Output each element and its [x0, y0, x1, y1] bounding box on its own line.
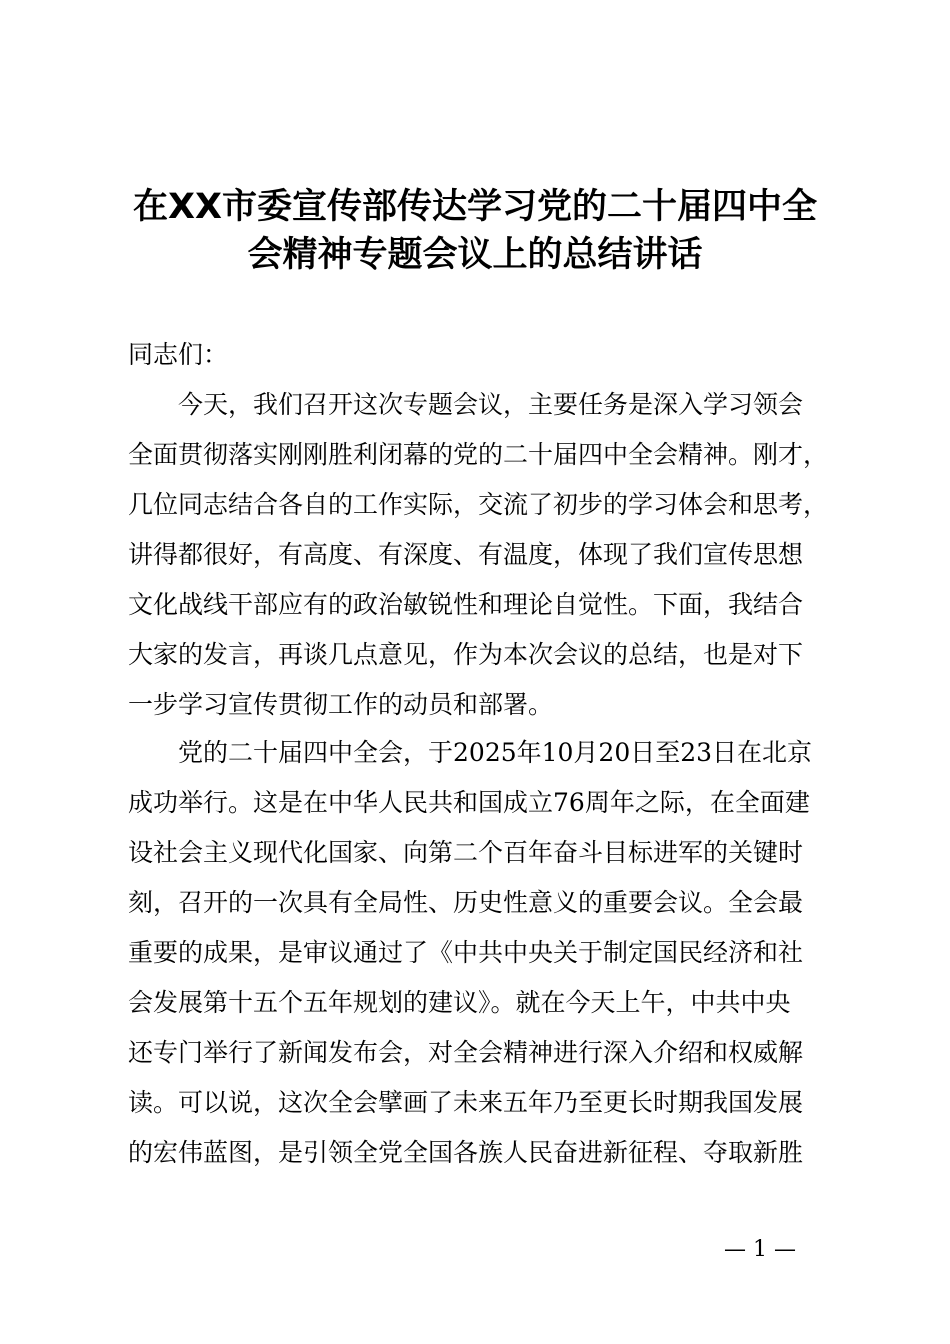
paragraph-line: 今天，我们召开这次专题会议，主要任务是深入学习领会 — [178, 390, 804, 419]
paragraph-line: 全面贯彻落实刚刚胜利闭幕的党的二十届四中全会精神。刚才， — [128, 440, 829, 469]
paragraph-line: 文化战线干部应有的政治敏锐性和理论自觉性。下面，我结合 — [128, 590, 804, 619]
paragraph-line: 读。可以说，这次全会擘画了未来五年乃至更长时期我国发展 — [128, 1088, 804, 1117]
paragraph-line: 几位同志结合各自的工作实际，交流了初步的学习体会和思考， — [128, 490, 829, 519]
paragraph-line: 的宏伟蓝图，是引领全党全国各族人民奋进新征程、夺取新胜 — [128, 1138, 804, 1167]
paragraph-line: 重要的成果，是审议通过了《中共中央关于制定国民经济和社 — [128, 938, 804, 967]
paragraph-line: 设社会主义现代化国家、向第二个百年奋斗目标进军的关键时 — [128, 838, 804, 867]
salutation: 同志们： — [128, 340, 229, 369]
paragraph-line: 刻，召开的一次具有全局性、历史性意义的重要会议。全会最 — [128, 888, 804, 917]
paragraph-line: 成功举行。这是在中华人民共和国成立76周年之际，在全面建 — [128, 788, 810, 817]
paragraph-line: 党的二十届四中全会，于2025年10月20日至23日在北京 — [178, 738, 813, 767]
paragraph-line: 会发展第十五个五年规划的建议》。就在今天上午，中共中央 — [128, 988, 791, 1017]
paragraph-line: 讲得都很好，有高度、有深度、有温度，体现了我们宣传思想 — [128, 540, 804, 569]
paragraph-line: 一步学习宣传贯彻工作的动员和部署。 — [128, 690, 554, 719]
page-number: — 1 — — [724, 1237, 796, 1262]
title-line-2: 会精神专题会议上的总结讲话 — [247, 235, 703, 275]
title-line-1: 在XX市委宣传部传达学习党的二十届四中全 — [133, 187, 817, 227]
paragraph-line: 还专门举行了新闻发布会，对全会精神进行深入介绍和权威解 — [128, 1038, 804, 1067]
paragraph-line: 大家的发言，再谈几点意见，作为本次会议的总结，也是对下 — [128, 640, 804, 669]
